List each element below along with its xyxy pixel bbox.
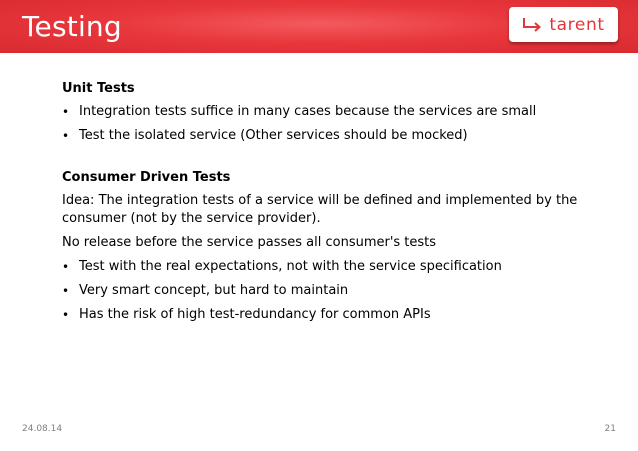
bullet-text: Test with the real expectations, not with the service specification (79, 259, 502, 274)
section-heading-consumer-driven-tests: Consumer Driven Tests (62, 170, 231, 185)
bullet-text: Has the risk of high test-redundancy for common APIs (79, 307, 431, 322)
bullet-item (62, 306, 622, 324)
bullet-dot: • (62, 308, 70, 322)
bullet-text: Integration tests suffice in many cases because the services are small (79, 104, 537, 119)
bullet-dot: • (62, 260, 70, 274)
bullet-text: Very smart concept, but hard to maintain (79, 283, 349, 298)
paragraph-idea: Idea: The integration tests of a service will be defined and implemented by the consumer (not by the service provider). (62, 193, 578, 226)
footer-page-number: 21 (604, 424, 616, 434)
slide-title: Testing (22, 10, 122, 43)
paragraph-no-release: No release before the service passes all consumer's tests (62, 235, 437, 250)
slide-content (62, 80, 622, 324)
bullet-item (62, 103, 622, 121)
logo-text: tarent (549, 14, 605, 35)
bullet-item (62, 258, 622, 276)
footer-date: 24.08.14 (22, 424, 63, 434)
bullet-text: Test the isolated service (Other services should be mocked) (79, 128, 468, 143)
tarent-logo (509, 7, 618, 42)
section-heading-unit-tests: Unit Tests (62, 81, 135, 96)
bullet-item (62, 282, 622, 300)
bullet-dot: • (62, 284, 70, 298)
bullet-dot: • (62, 105, 70, 119)
slide-header (0, 0, 638, 53)
bullet-item (62, 127, 622, 145)
bullet-dot: • (62, 129, 70, 143)
return-arrow-icon (522, 16, 544, 34)
